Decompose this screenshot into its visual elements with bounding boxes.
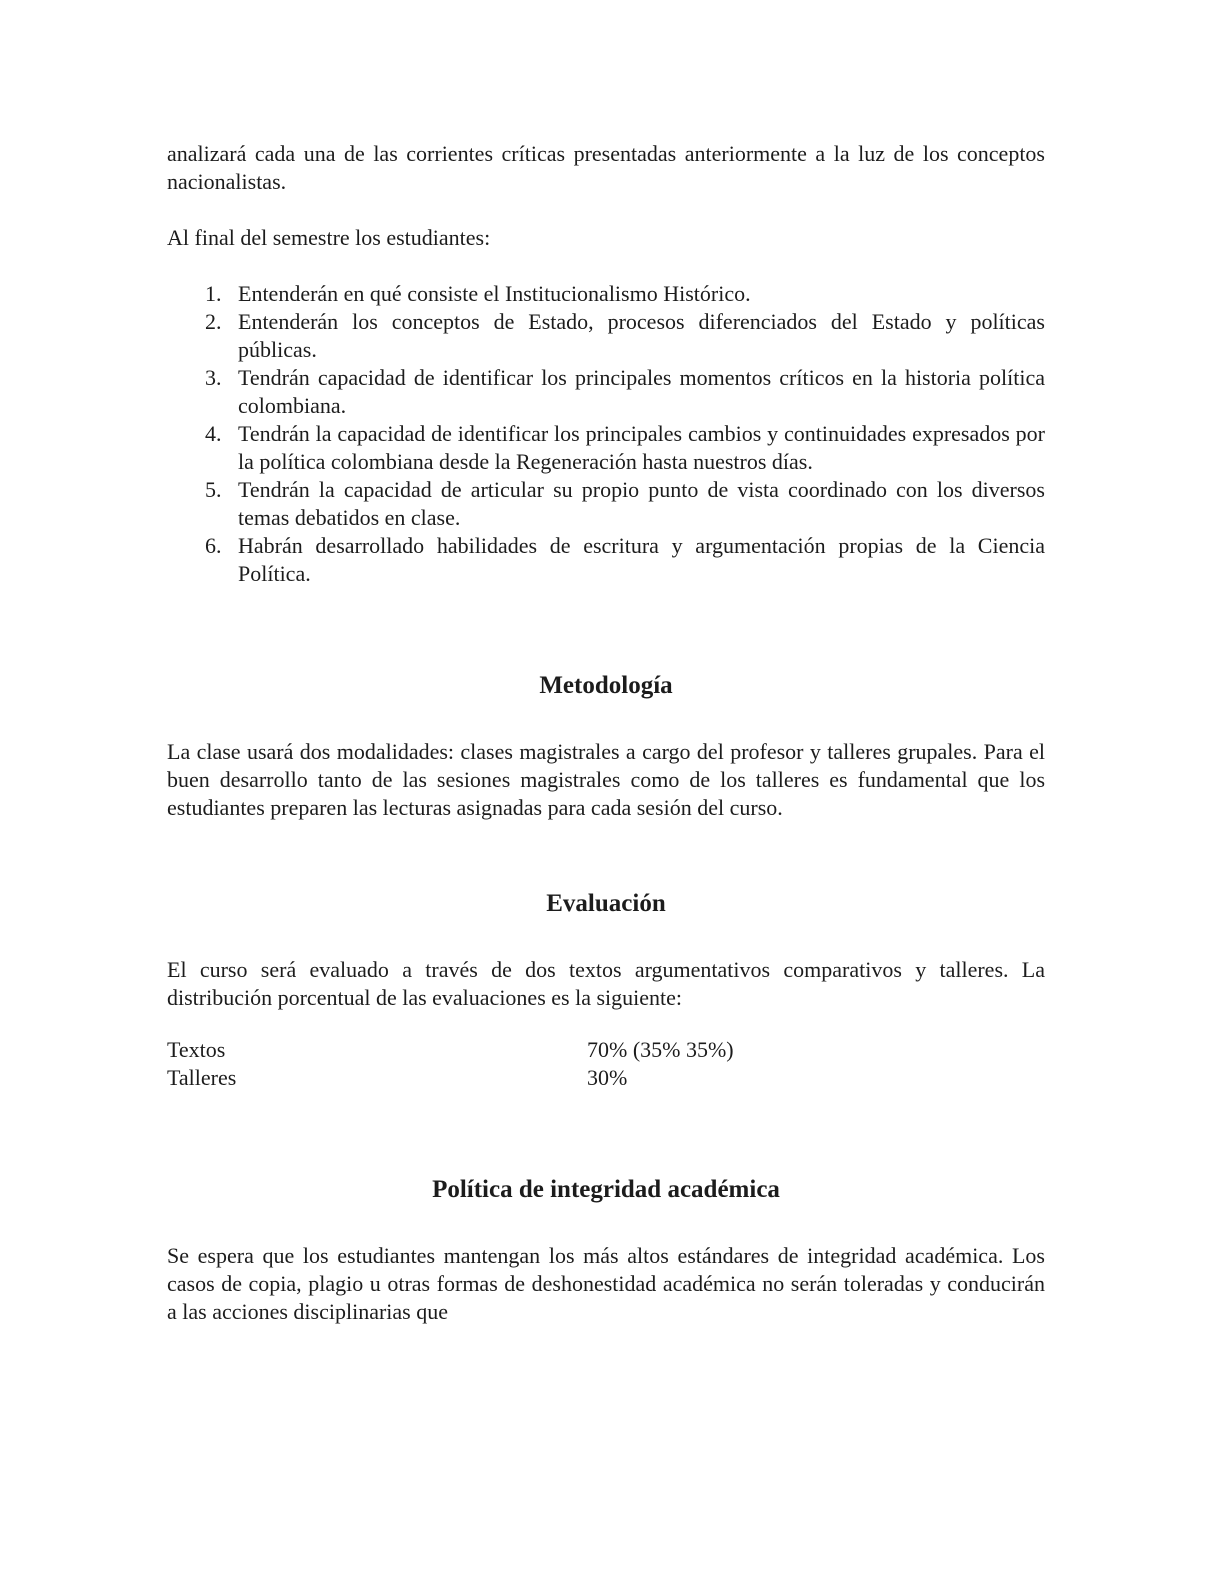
integrity-paragraph: Se espera que los estudiantes mantengan los más altos estándares de integridad académica. Los casos de copia, plagio u otras formas de deshonestidad académica no serán toleradas y conducirán a las acciones disciplinarias que: [167, 1243, 1045, 1324]
integrity-heading: Política de integridad académica: [432, 1176, 780, 1203]
methodology-paragraph: La clase usará dos modalidades: clases magistrales a cargo del profesor y talleres grupales. Para el buen desarrollo tanto de las sesiones magistrales como de los talleres es fundamental que los estudiantes preparen las lecturas asignadas para cada sesión del curso.: [167, 739, 1045, 820]
grade-value: 30%: [587, 1065, 628, 1090]
grade-distribution: [167, 1036, 1045, 1092]
grade-label: Textos: [167, 1037, 226, 1062]
list-item: 5. Tendrán la capacidad de articular su propio punto de vista coordinado con los diversos temas debatidos en clase.: [205, 477, 1045, 530]
list-item: 1. Entenderán en qué consiste el Institucionalismo Histórico.: [205, 281, 751, 306]
list-item: 2. Entenderán los conceptos de Estado, procesos diferenciados del Estado y políticas públicas.: [205, 309, 1045, 362]
methodology-heading: Metodología: [539, 672, 673, 699]
list-item: 3. Tendrán capacidad de identificar los principales momentos críticos en la historia política colombiana.: [205, 365, 1045, 418]
document-body: [167, 140, 1045, 1326]
grade-label: Talleres: [167, 1065, 237, 1090]
grade-value: 70% (35% 35%): [587, 1037, 734, 1062]
evaluation-heading: Evaluación: [546, 890, 666, 917]
list-item: 6. Habrán desarrollado habilidades de escritura y argumentación propias de la Ciencia Política.: [205, 533, 1045, 586]
objectives-list: [167, 280, 1045, 588]
intro-paragraph: analizará cada una de las corrientes críticas presentadas anteriormente a la luz de los conceptos nacionalistas.: [167, 141, 1045, 194]
evaluation-paragraph: El curso será evaluado a través de dos textos argumentativos comparativos y talleres. La distribución porcentual de las evaluaciones es la siguiente:: [167, 957, 1045, 1010]
list-item: 4. Tendrán la capacidad de identificar los principales cambios y continuidades expresados por la política colombiana desde la Regeneración hasta nuestros días.: [205, 421, 1045, 474]
objectives-lead: Al final del semestre los estudiantes:: [167, 225, 491, 250]
